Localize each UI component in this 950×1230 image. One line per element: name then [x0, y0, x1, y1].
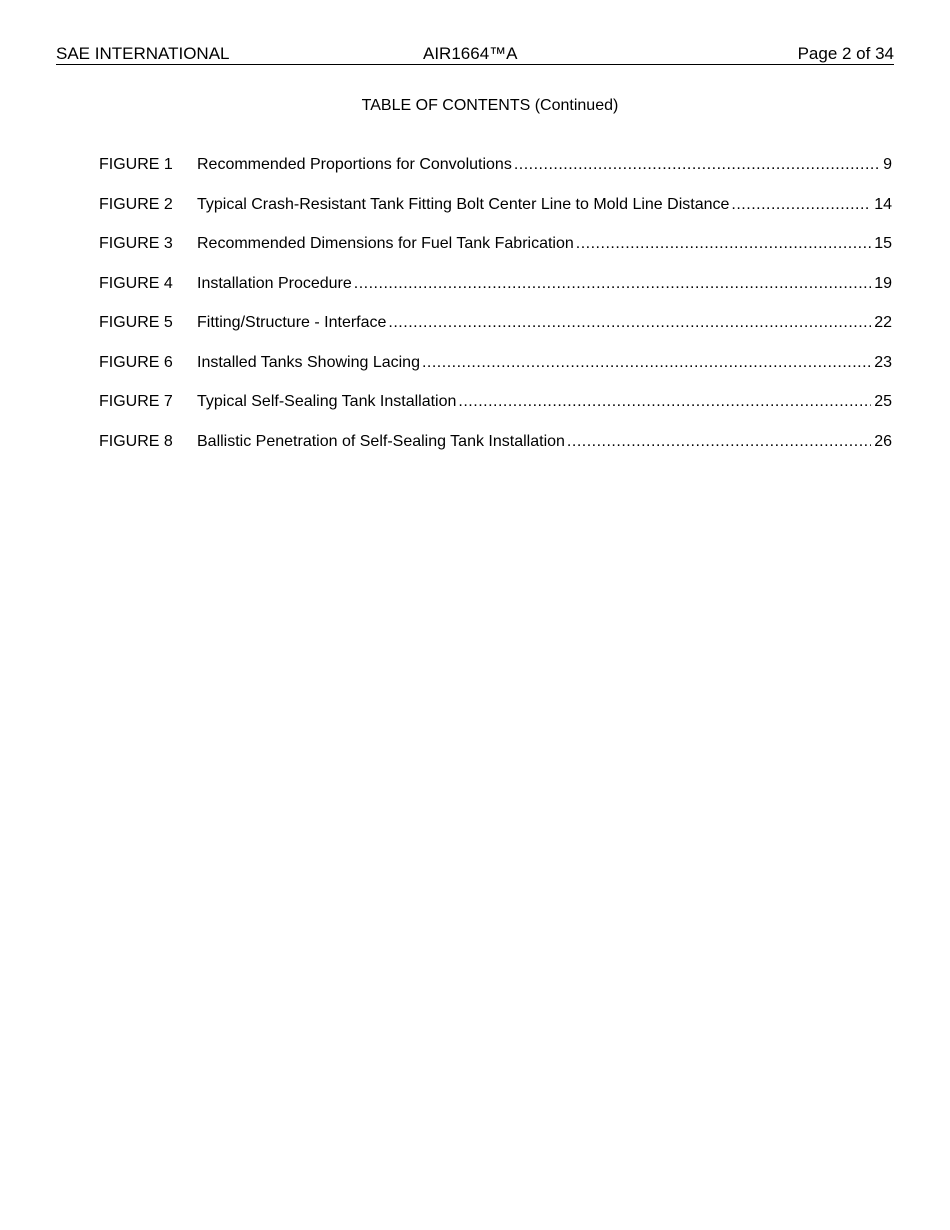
toc-entry-figure-7[interactable]	[99, 392, 892, 432]
toc-entry-figure-4[interactable]	[99, 274, 892, 314]
toc-entry-figure-8[interactable]	[99, 432, 892, 472]
toc-entry-figure-5[interactable]	[99, 313, 892, 353]
toc-entry-figure-3[interactable]	[99, 234, 892, 274]
dot-leader	[576, 234, 871, 254]
header-organization: SAE INTERNATIONAL	[56, 44, 230, 63]
page-header	[56, 44, 894, 65]
toc-entry-figure-1[interactable]	[99, 155, 892, 195]
dot-leader	[514, 155, 880, 175]
dot-leader	[458, 392, 871, 412]
dot-leader	[388, 313, 871, 333]
dot-leader	[354, 274, 871, 294]
toc-entry-title: Installation Procedure	[197, 274, 352, 292]
toc-entry-title: Fitting/Structure - Interface	[197, 314, 387, 331]
header-page-indicator: Page 2 of 34	[797, 44, 894, 63]
toc-entry-title: Typical Crash-Resistant Tank Fitting Bolt Center Line to Mold Line Distance	[197, 195, 730, 213]
toc-entry-label: FIGURE 6	[99, 353, 173, 371]
dot-leader	[567, 432, 871, 452]
toc-entry-figure-2[interactable]	[99, 195, 892, 235]
toc-entry-page: 9	[883, 156, 892, 173]
toc-entry-label: FIGURE 5	[99, 314, 173, 331]
toc-entry-page: 25	[874, 393, 892, 410]
dot-leader	[422, 353, 871, 373]
toc-list	[99, 155, 892, 471]
toc-entry-page: 22	[874, 314, 892, 331]
toc-entry-title: Installed Tanks Showing Lacing	[197, 353, 420, 371]
toc-entry-title: Recommended Dimensions for Fuel Tank Fabrication	[197, 235, 574, 252]
toc-entry-label: FIGURE 7	[99, 393, 173, 410]
toc-entry-page: 19	[874, 274, 892, 292]
toc-entry-label: FIGURE 3	[99, 235, 173, 252]
toc-entry-title: Ballistic Penetration of Self-Sealing Tank Installation	[197, 432, 565, 450]
toc-entry-title: Typical Self-Sealing Tank Installation	[197, 393, 457, 410]
header-document-number: AIR1664™A	[423, 44, 518, 63]
toc-entry-label: FIGURE 1	[99, 156, 173, 173]
toc-entry-page: 14	[874, 195, 892, 213]
toc-entry-page: 15	[874, 235, 892, 252]
toc-entry-figure-6[interactable]	[99, 353, 892, 393]
toc-entry-label: FIGURE 2	[99, 195, 173, 213]
toc-entry-label: FIGURE 4	[99, 274, 173, 292]
toc-entry-page: 23	[874, 353, 892, 371]
toc-entry-label: FIGURE 8	[99, 432, 173, 450]
toc-title: TABLE OF CONTENTS (Continued)	[361, 97, 619, 114]
toc-entry-title: Recommended Proportions for Convolutions	[197, 156, 512, 173]
toc-entry-page: 26	[874, 432, 892, 450]
dot-leader	[731, 195, 871, 215]
